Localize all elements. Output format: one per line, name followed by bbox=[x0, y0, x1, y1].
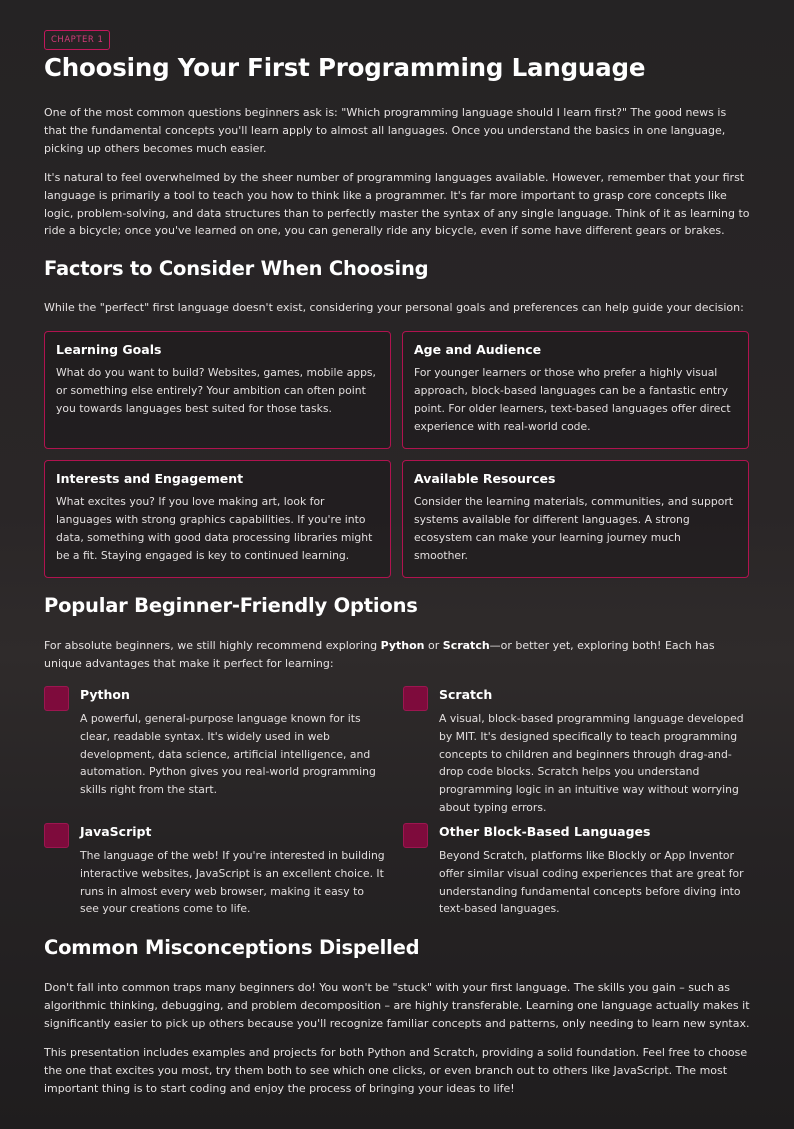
card-text: What excites you? If you love making art, look for languages with strong graphics capabilities. If you're into data, something with good data processing libraries might be a fit. Staying engaged is key to continued learning. bbox=[56, 495, 373, 562]
intro-text: For absolute beginners, we still highly recommend exploring bbox=[44, 639, 381, 652]
javascript-icon bbox=[44, 823, 69, 848]
page-title: Choosing Your First Programming Language bbox=[44, 53, 646, 82]
factor-card-resources bbox=[402, 460, 749, 578]
option-scratch bbox=[403, 686, 753, 814]
card-title: Interests and Engagement bbox=[56, 471, 244, 486]
blocks-icon bbox=[403, 823, 428, 848]
scratch-icon bbox=[403, 686, 428, 711]
option-text: Beyond Scratch, platforms like Blockly or App Inventor offer similar visual coding experiences that are great for understanding fundamental concepts before diving into text-based languages. bbox=[439, 849, 744, 916]
intro-bold-scratch: Scratch bbox=[442, 639, 490, 652]
option-text: A visual, block-based programming language developed by MIT. It's designed specifically to teach programming concepts to children and beginners through drag-and-drop code blocks. Scratch helps you understand programming logic in an intuitive way without worrying about typing errors. bbox=[439, 712, 744, 814]
misconceptions-paragraph-2: This presentation includes examples and projects for both Python and Scratch, providing a solid foundation. Feel free to choose the one that excites you most, try them both to see which one clicks, or even branch out to others like JavaScript. The most important thing is to start coding and enjoy the process of bringing your ideas to life! bbox=[44, 1046, 748, 1095]
factors-heading: Factors to Consider When Choosing bbox=[44, 257, 429, 280]
option-title: Python bbox=[80, 687, 130, 702]
options-heading: Popular Beginner-Friendly Options bbox=[44, 594, 418, 617]
options-intro bbox=[44, 637, 750, 673]
option-title: Scratch bbox=[439, 687, 493, 702]
option-title: JavaScript bbox=[80, 824, 152, 839]
card-title: Learning Goals bbox=[56, 342, 162, 357]
factor-card-interests bbox=[44, 460, 391, 578]
python-icon bbox=[44, 686, 69, 711]
option-text: The language of the web! If you're interested in building interactive websites, JavaScript is an excellent choice. It runs in almost every web browser, making it easy to see your creations come to life. bbox=[80, 849, 385, 916]
option-javascript bbox=[44, 823, 394, 923]
card-title: Age and Audience bbox=[414, 342, 542, 357]
intro-paragraph-2: It's natural to feel overwhelmed by the sheer number of programming languages available. However, remember that your first language is primarily a tool to teach you how to think like a programmer. It's far more important to grasp core concepts like logic, problem-solving, and data structures than to perfectly master the syntax of any single language. Think of it as learning to ride a bicycle; once you've learned on one, you can generally ride any bicycle, even if some have different gears or brakes. bbox=[44, 171, 750, 238]
card-title: Available Resources bbox=[414, 471, 556, 486]
intro-bold-python: Python bbox=[380, 639, 425, 652]
misconceptions-heading: Common Misconceptions Dispelled bbox=[44, 936, 420, 959]
option-python bbox=[44, 686, 394, 806]
intro-text: or bbox=[424, 639, 443, 652]
option-text: A powerful, general-purpose language known for its clear, readable syntax. It's widely used in web development, data science, artificial intelligence, and automation. Python gives you real-world programming skills right from the start. bbox=[80, 712, 376, 797]
card-text: Consider the learning materials, communities, and support systems available for different languages. A strong ecosystem can make your learning journey much smoother. bbox=[414, 495, 733, 562]
card-text: For younger learners or those who prefer a highly visual approach, block-based languages can be a fantastic entry point. For older learners, text-based languages offer direct experience with real-world code. bbox=[414, 366, 731, 433]
factors-intro: While the "perfect" first language doesn't exist, considering your personal goals and preferences can help guide your decision: bbox=[44, 301, 744, 314]
option-title: Other Block-Based Languages bbox=[439, 824, 651, 839]
misconceptions-paragraph-1: Don't fall into common traps many beginners do! You won't be "stuck" with your first language. The skills you gain – such as algorithmic thinking, debugging, and problem decomposition – are highly transferable. Learning one language actually makes it significantly easier to pick up others because you'll recognize familiar concepts and patterns, only needing to learn new syntax. bbox=[44, 981, 750, 1030]
chapter-tag: CHAPTER 1 bbox=[44, 30, 110, 50]
card-text: What do you want to build? Websites, games, mobile apps, or something else entirely? Your ambition can often point you towards languages best suited for those tasks. bbox=[56, 366, 376, 415]
option-block-based bbox=[403, 823, 753, 923]
factor-card-age-audience bbox=[402, 331, 749, 449]
intro-text: —or better yet, exploring both! Each has unique advantages that make it perfect for learning: bbox=[44, 639, 715, 670]
intro-paragraph-1: One of the most common questions beginners ask is: "Which programming language should I learn first?" The good news is that the fundamental concepts you'll learn apply to almost all languages. Once you understand the basics in one language, picking up others becomes much easier. bbox=[44, 106, 727, 155]
factor-card-learning-goals bbox=[44, 331, 391, 449]
